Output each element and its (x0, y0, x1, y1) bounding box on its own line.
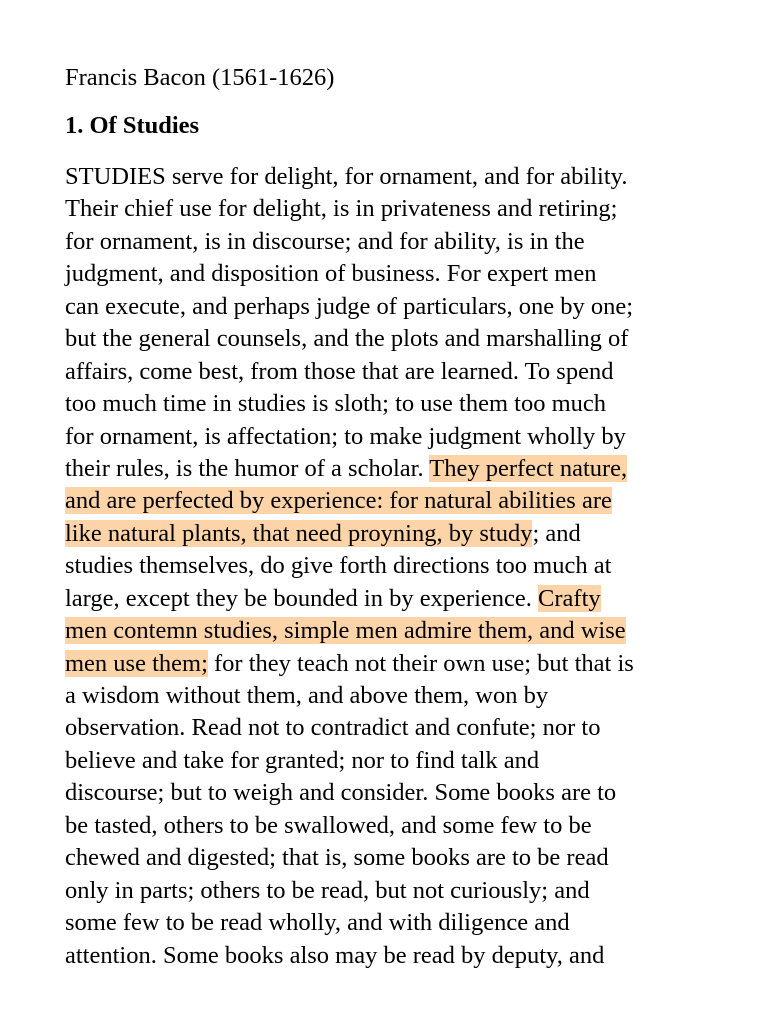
text-segment: studies themselves, do give forth directions too much at (65, 552, 612, 580)
text-line (65, 356, 715, 388)
text-line (65, 842, 715, 874)
text-line (65, 583, 715, 615)
essay-body (65, 161, 715, 972)
text-segment: some few to be read wholly, and with diligence and (65, 909, 570, 937)
document-page (65, 62, 715, 972)
highlighted-text: men contemn studies, simple men admire them, and wise (65, 617, 626, 645)
text-line (65, 810, 715, 842)
text-segment: STUDIES serve for delight, for ornament, and for ability. (65, 163, 628, 190)
text-line (65, 712, 715, 744)
text-segment: be tasted, others to be swallowed, and some few to be (65, 811, 592, 839)
text-line (65, 388, 715, 420)
text-line (65, 615, 715, 647)
text-line (65, 518, 715, 550)
text-segment: their rules, is the humor of a scholar. (65, 454, 430, 482)
text-segment: Their chief use for delight, is in privateness and retiring; (65, 195, 618, 223)
highlighted-text: like natural plants, that need proyning, by study (65, 519, 533, 547)
text-line (65, 940, 715, 972)
highlighted-text: men use them; (65, 649, 208, 677)
text-segment: affairs, come best, from those that are learned. To spend (65, 357, 614, 385)
text-line (65, 421, 715, 453)
text-segment: chewed and digested; that is, some books are to be read (65, 844, 609, 872)
text-line (65, 550, 715, 582)
text-segment: attention. Some books also may be read by deputy, and (65, 941, 605, 969)
highlighted-text: Crafty (538, 584, 601, 612)
text-segment: too much time in studies is sloth; to use them too much (65, 390, 607, 418)
text-segment: can execute, and perhaps judge of particulars, one by one; (65, 292, 634, 320)
text-line (65, 258, 715, 290)
text-line (65, 193, 715, 225)
text-line (65, 875, 715, 907)
text-line (65, 777, 715, 809)
text-segment: ; and (532, 519, 581, 547)
highlighted-text: They perfect nature, (429, 454, 628, 482)
section-title: 1. Of Studies (65, 112, 200, 139)
highlighted-text: and are perfected by experience: for natural abilities are (65, 487, 612, 515)
text-segment: believe and take for granted; nor to find talk and (65, 746, 540, 774)
text-line (65, 453, 715, 485)
text-line (65, 745, 715, 777)
text-segment: judgment, and disposition of business. For expert men (65, 260, 597, 288)
text-segment: for ornament, is in discourse; and for ability, is in the (65, 227, 585, 255)
text-line (65, 485, 715, 517)
text-line (65, 907, 715, 939)
text-segment: large, except they be bounded in by experience. (65, 584, 539, 612)
text-segment: for they teach not their own use; but that is (207, 649, 634, 677)
text-segment: for ornament, is affectation; to make judgment wholly by (65, 422, 626, 450)
text-line (65, 161, 715, 193)
text-line (65, 323, 715, 355)
text-segment: but the general counsels, and the plots and marshalling of (65, 325, 629, 353)
author-line: Francis Bacon (1561-1626) (65, 64, 335, 91)
text-line (65, 291, 715, 323)
text-line (65, 226, 715, 258)
text-line (65, 648, 715, 680)
text-segment: discourse; but to weigh and consider. Some books are to (65, 779, 617, 807)
text-line (65, 680, 715, 712)
text-segment: only in parts; others to be read, but not curiously; and (65, 876, 590, 904)
text-segment: observation. Read not to contradict and confute; nor to (65, 714, 601, 742)
text-segment: a wisdom without them, and above them, won by (65, 682, 549, 709)
